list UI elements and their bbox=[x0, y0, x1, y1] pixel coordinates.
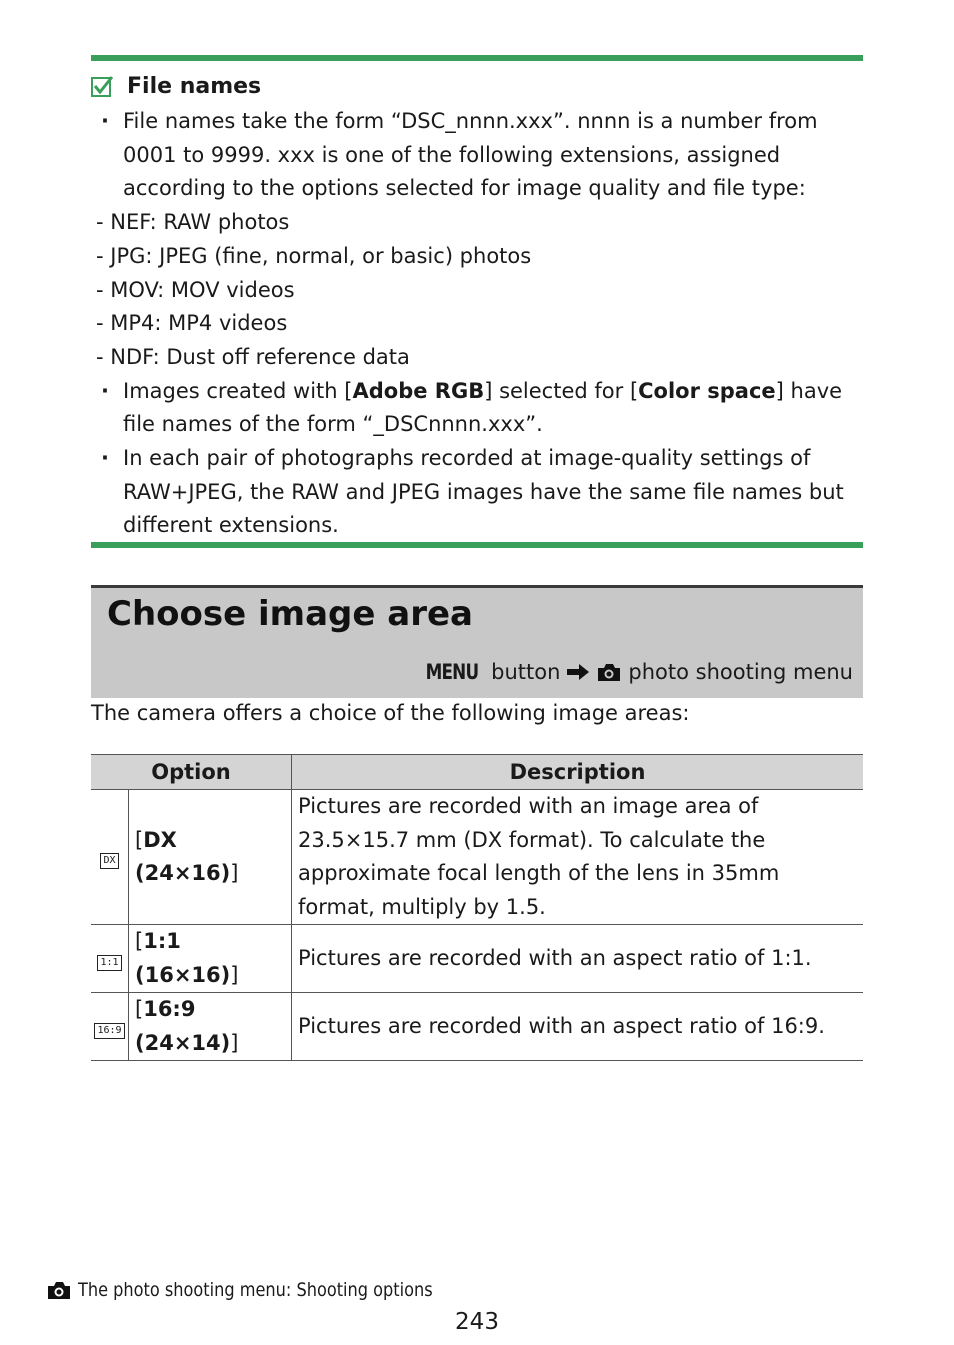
footer-text[interactable]: The photo shooting menu: Shooting options bbox=[78, 1279, 433, 1301]
note-title-text: File names bbox=[127, 73, 262, 99]
extension-item: - NDF: Dust off reference data bbox=[96, 344, 410, 369]
menu-button-label: MENU bbox=[425, 660, 479, 684]
camera-icon bbox=[46, 1280, 72, 1300]
description-cell: Pictures are recorded with an aspect ratio of 1:1. bbox=[292, 925, 864, 993]
ratio-16-9-icon-cell bbox=[91, 993, 129, 1061]
option-header: Option bbox=[91, 755, 292, 790]
description-header: Description bbox=[292, 755, 864, 790]
menu-name: photo shooting menu bbox=[628, 660, 853, 684]
section-title: Choose image area bbox=[107, 594, 473, 634]
button-word: button bbox=[491, 660, 561, 684]
image-area-table bbox=[91, 754, 863, 1061]
option-cell bbox=[129, 993, 292, 1061]
bullet-text: In each pair of photographs recorded at image-quality settings of RAW+JPEG, the RAW and JPEG images have the same file names but different extensions. bbox=[123, 446, 844, 538]
bracket: [ bbox=[135, 997, 144, 1021]
ratio-1-1-icon-cell bbox=[91, 925, 129, 993]
menu-path bbox=[419, 660, 853, 684]
description-cell: Pictures are recorded with an image area of 23.5×15.7 mm (DX format). To calculate the approximate focal length of the lens in 35mm format, multiply by 1.5. bbox=[292, 790, 864, 925]
bracket: ] bbox=[230, 962, 239, 987]
bullet-text: ] selected for [ bbox=[484, 378, 639, 403]
section-header bbox=[91, 585, 863, 698]
dx-icon: DX bbox=[100, 853, 118, 869]
option-cell bbox=[129, 790, 292, 925]
description-cell: Pictures are recorded with an aspect ratio of 16:9. bbox=[292, 993, 864, 1061]
option-label: 16:9 (24×14) bbox=[135, 997, 231, 1055]
bracket: ] bbox=[230, 861, 239, 885]
extension-item: - NEF: RAW photos bbox=[96, 210, 290, 235]
intro-text: The camera offers a choice of the following image areas: bbox=[91, 701, 690, 725]
ratio-16-9-icon: 16:9 bbox=[94, 1023, 124, 1039]
extension-item: - MP4: MP4 videos bbox=[96, 311, 288, 336]
bracket: ] bbox=[230, 1030, 239, 1055]
extension-item: - JPG: JPEG (fine, normal, or basic) photos bbox=[96, 243, 532, 268]
page-number: 243 bbox=[455, 1309, 499, 1335]
camera-icon bbox=[596, 662, 622, 682]
table-header-row bbox=[91, 755, 863, 790]
bracket: [ bbox=[135, 929, 144, 953]
bullet-text: ] have file names of the form “_DSCnnnn.xxx”. bbox=[123, 378, 843, 437]
adobe-rgb-label: Adobe RGB bbox=[352, 378, 485, 403]
dx-icon-cell bbox=[91, 790, 129, 925]
bullet-text: Images created with [ bbox=[123, 378, 353, 403]
table-row bbox=[91, 925, 863, 993]
footer-link[interactable] bbox=[46, 1279, 495, 1301]
table-row bbox=[91, 790, 863, 925]
list-item bbox=[91, 105, 863, 375]
list-item bbox=[91, 375, 863, 442]
extension-item: - MOV: MOV videos bbox=[96, 277, 295, 302]
note-title bbox=[91, 71, 261, 101]
list-item bbox=[91, 442, 863, 543]
bullet-text: File names take the form “DSC_nnnn.xxx”. nnnn is a number from 0001 to 9999. xxx is one of the following extensions, assigned according to the options selected for image quality and file type: bbox=[123, 109, 818, 201]
arrow-right-icon bbox=[566, 663, 590, 681]
file-names-note bbox=[91, 55, 863, 548]
table-row bbox=[91, 993, 863, 1061]
option-cell bbox=[129, 925, 292, 993]
color-space-label: Color space bbox=[638, 378, 776, 403]
ratio-1-1-icon: 1:1 bbox=[97, 955, 121, 971]
bracket: [ bbox=[135, 827, 144, 852]
checkmark-icon bbox=[91, 75, 113, 97]
option-label: DX (24×16) bbox=[135, 827, 231, 885]
option-label: 1:1 (16×16) bbox=[135, 929, 231, 987]
note-body bbox=[91, 105, 863, 543]
